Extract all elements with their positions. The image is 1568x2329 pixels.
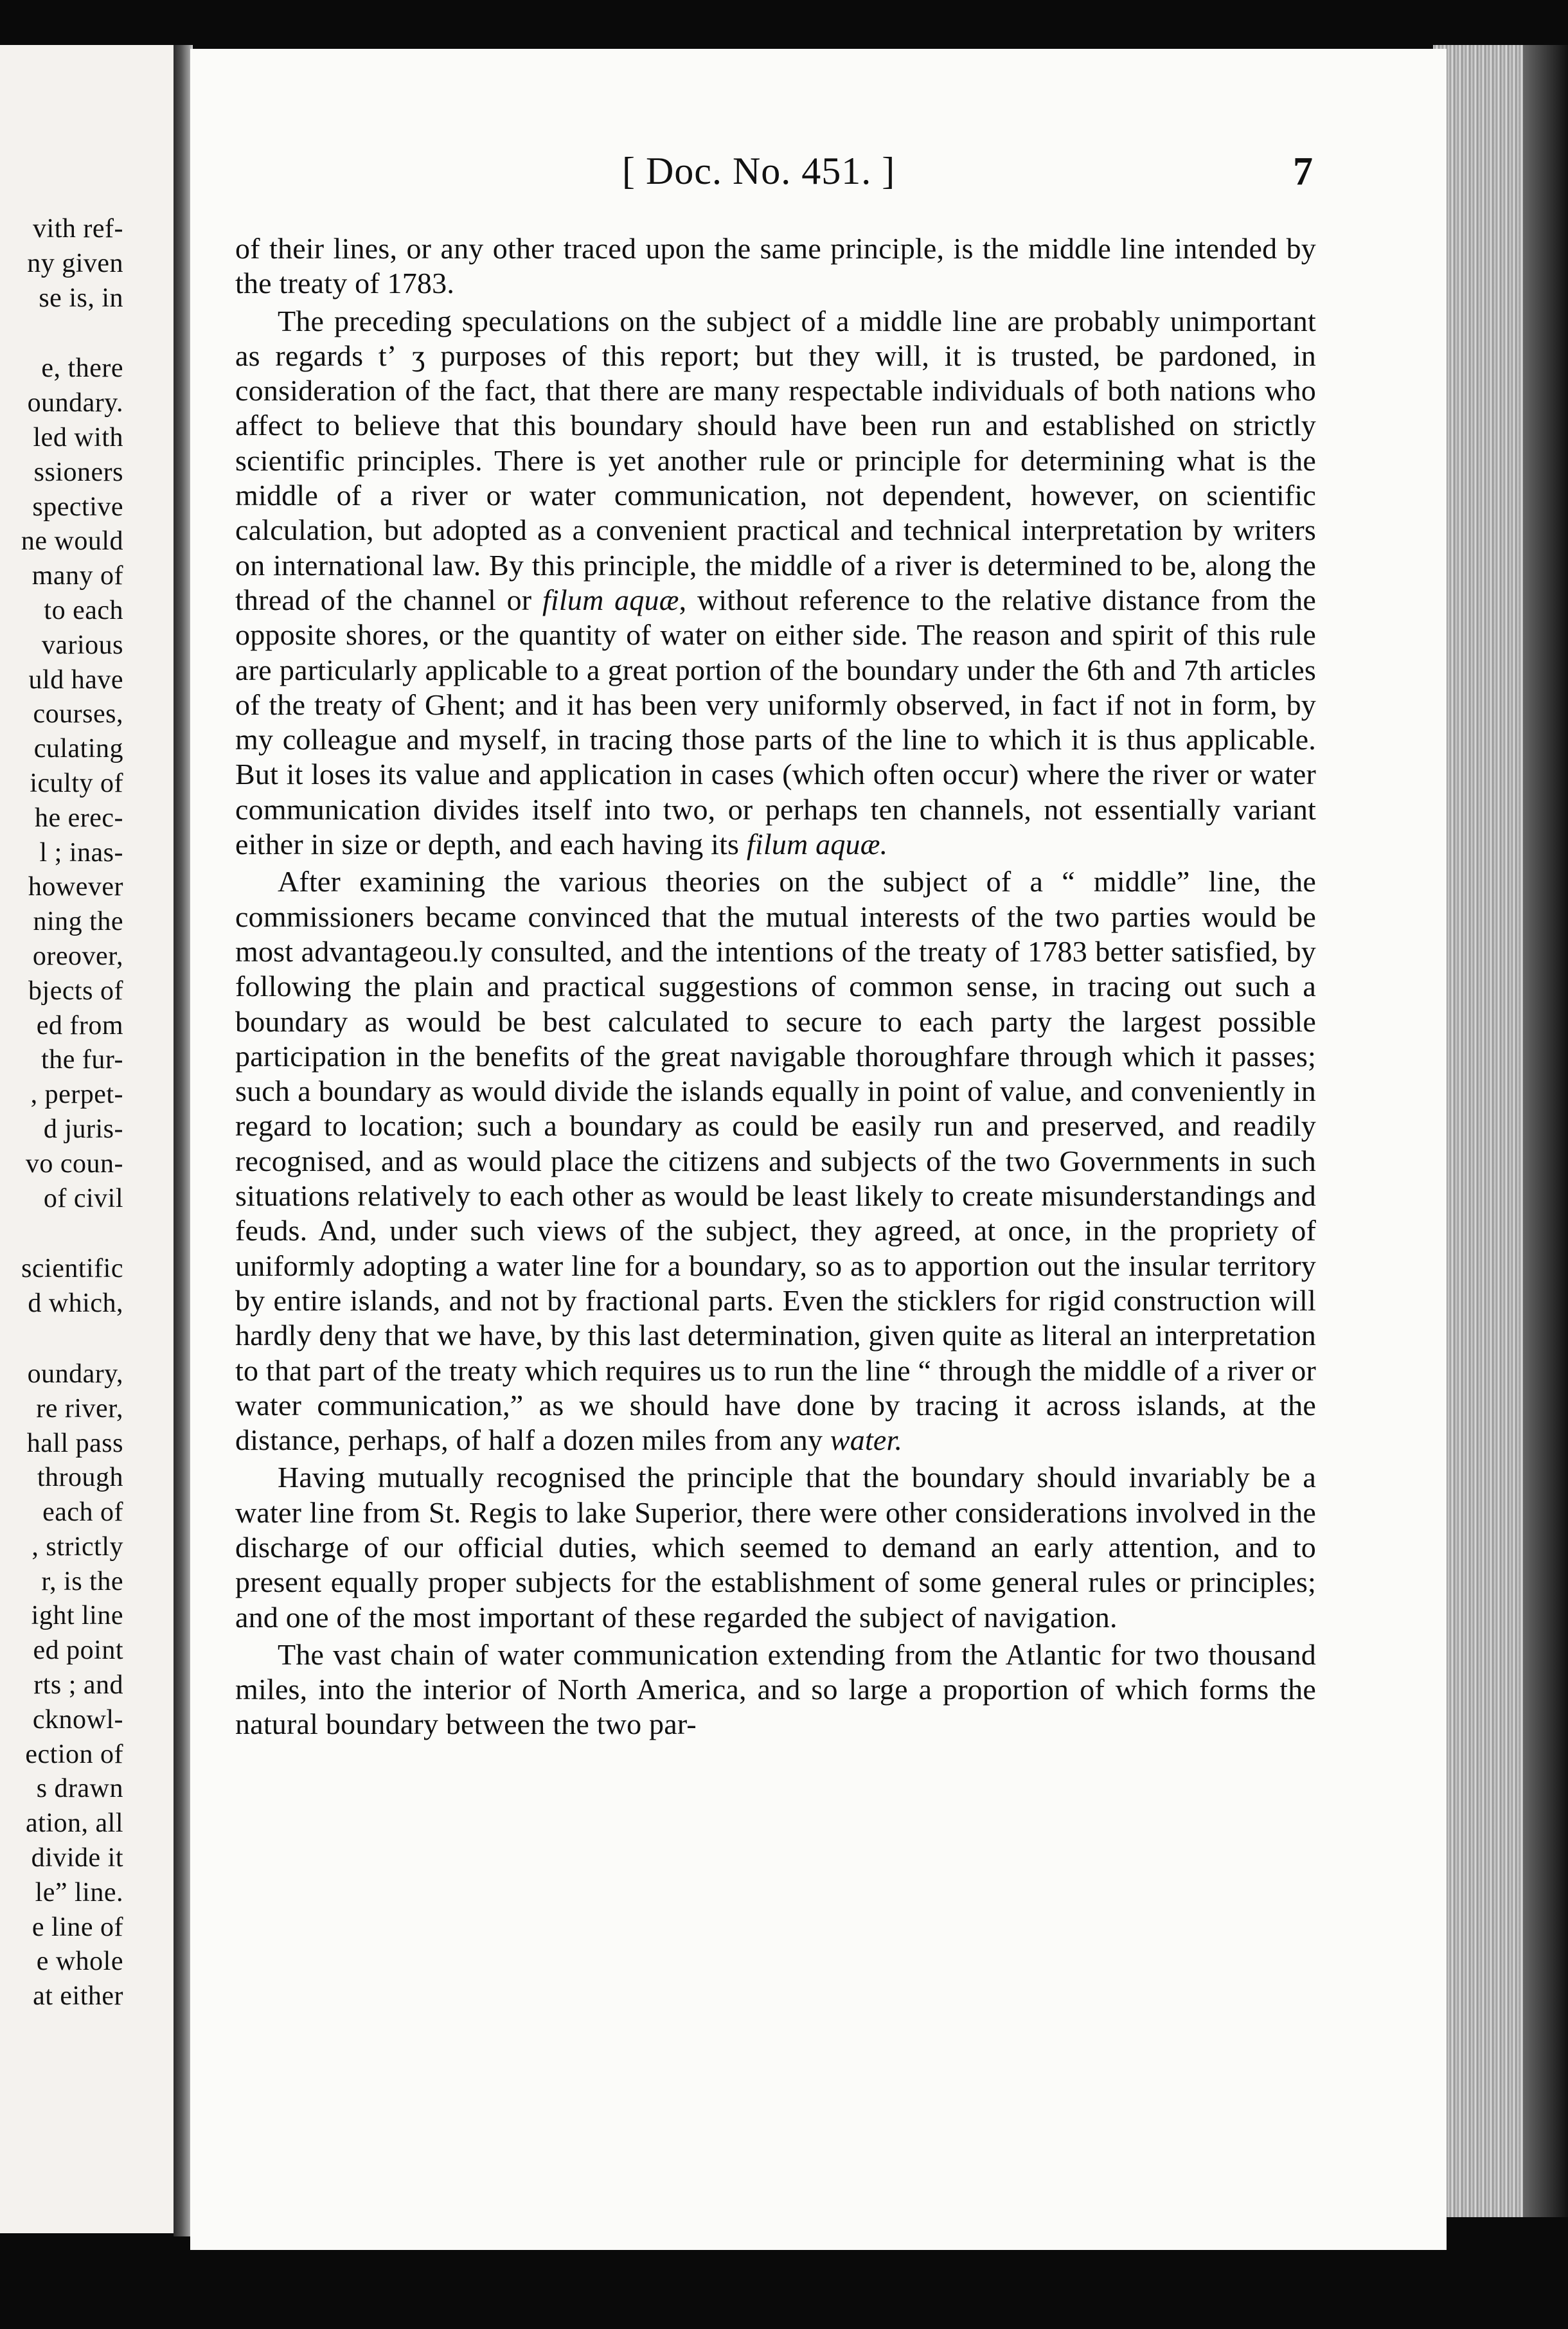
left-page-line: oreover, <box>32 941 123 971</box>
left-page-line <box>0 1321 123 1357</box>
left-page-line: d which, <box>28 1289 123 1319</box>
left-page-line: scientific <box>21 1254 123 1284</box>
left-page-line: the fur- <box>41 1045 123 1075</box>
left-page-line: rts ; and <box>33 1670 123 1700</box>
left-page-line: le” line. <box>35 1877 123 1907</box>
left-page-line: ation, all <box>26 1808 123 1839</box>
body-text <box>235 231 1316 1742</box>
paragraph-4: Having mutually recognised the principle that the boundary should invariably be a water line from St. Regis to lake Superior, there were other considerations involved in the discharge of our official duties, which seemed to demand an early attention, and to present equally proper subjects for the establishment of some general rules or principles; and one of the most important of these regarded the subject of navigation. <box>235 1461 1316 1634</box>
left-page-line: e line of <box>31 1912 123 1942</box>
left-page-line: led with <box>33 422 123 452</box>
left-page-line: spective <box>32 492 123 522</box>
left-page-line: ny given <box>27 248 123 278</box>
left-page-line: he erec- <box>34 803 123 833</box>
paragraph-2-italic-2: filum aquæ. <box>746 828 888 861</box>
left-page-line: ne would <box>21 526 123 557</box>
left-page-line: through <box>37 1463 123 1493</box>
page-stack-edge <box>1433 45 1523 2217</box>
left-page-line: s drawn <box>36 1774 123 1804</box>
left-page-line: cknowl- <box>32 1704 123 1735</box>
paragraph-2-part-b: , without reference to the relative distance from the opposite shores, or the quantity of water on either side. The reason and spirit of this rule are particularly applicable to a great portion of the boundary under the 6th and 7th articles of the treaty of Ghent; and it has been very uniformly observed, in fact if not in form, by my colleague and myself, in tracing those parts of the line to which it is thus applicable. But it loses its value and application in cases (which often occur) where the river or water communication divides itself into two, or perhaps ten channels, not essentially variant either in size or depth, and each having its <box>235 583 1316 861</box>
left-page-line: oundary. <box>27 388 123 418</box>
paragraph-3-italic: water. <box>830 1423 903 1457</box>
paragraph-2-italic-1: filum aquæ <box>542 583 679 616</box>
left-page-line: ight line <box>31 1601 123 1631</box>
left-page-line: uld have <box>28 665 123 695</box>
paragraph-3 <box>235 864 1316 1458</box>
left-page-line <box>0 316 123 352</box>
left-page-line: ed from <box>36 1010 123 1040</box>
left-page-line: each of <box>42 1497 123 1528</box>
left-page-line <box>0 1216 123 1252</box>
paragraph-1: of their lines, or any other traced upon the same principle, is the middle line intended by the treaty of 1783. <box>235 232 1316 300</box>
left-page-line: re river, <box>36 1393 123 1423</box>
left-page-line: many of <box>31 561 123 591</box>
left-page-line: iculty of <box>30 768 123 798</box>
left-page-line: ssioners <box>33 457 123 487</box>
left-page-line: bjects of <box>28 976 123 1006</box>
paragraph-2 <box>235 304 1316 862</box>
page-number: 7 <box>1293 150 1313 193</box>
left-page-line: to each <box>44 595 123 625</box>
page-edge-shadow <box>1523 45 1568 2217</box>
left-page-line: culating <box>33 734 123 764</box>
paragraph-3-text: After examining the various theories on the subject of a “ middle” line, the commissioners became convinced that the mutual interests of the two parties would be most advantageou.ly consulted, and the intentions of the treaty of 1783 better satisfied, by following the plain and practical suggestions of common sense, in tracing out such a boundary as would be best calculated to secure to each party the largest possible participation in the benefits of the great navigable thoroughfare through which it passes; such a boundary as would divide the islands equally in point of value, and conveniently in regard to location; such a boundary as could be easily run and preserved, and readily recognised, and as would place the citizens and subjects of the two Governments in such situations relatively to each other as would be least likely to create misunderstandings and feuds. And, under such views of the subject, they agreed, at once, in the propriety of uniformly adopting a water line for a boundary, so as to apportion out the insular territory by entire islands, and not by fractional parts. Even the sticklers for rigid construction will hardly deny that we have, by this last determination, given quite as literal an interpretation to that part of the treaty which requires us to run the line “ through the middle of a river or water communication,” as we should have done by tracing it across islands, at the distance, perhaps, of half a dozen miles from any <box>235 865 1316 1457</box>
left-page-line: various <box>41 630 123 660</box>
left-page-line: ed point <box>33 1636 123 1666</box>
left-page-line: vith ref- <box>33 214 123 244</box>
paragraph-2-part-a: The preceding speculations on the subject of a middle line are probably unimportant as regards tʼ ʒ purposes of this report; but they will, it is trusted, be pardoned, in consideration of the fact, that there are many respectable individuals of both nations who affect to believe that this boundary should have been run and established on strictly scientific principles. There is yet another rule or principle for determining what is the middle of a river or water communication, not dependent, however, on scientific calculation, but adopted as a convenient practical and technical interpretation by writers on international law. By this principle, the middle of a river is determined to be, along the thread of the channel or <box>235 304 1316 616</box>
left-page-text <box>0 212 123 2014</box>
left-page-line: l ; inas- <box>39 837 123 868</box>
left-page-line: courses, <box>33 699 123 729</box>
left-page-line: d juris- <box>43 1114 123 1144</box>
left-page-line: r, is the <box>41 1566 123 1596</box>
left-page-line: hall pass <box>26 1428 123 1458</box>
left-page-line: , perpet- <box>30 1080 123 1110</box>
document-header: [ Doc. No. 451. ] <box>622 150 896 192</box>
left-page-line: se is, in <box>39 283 123 313</box>
paragraph-5: The vast chain of water communication extending from the Atlantic for two thousand miles, into the interior of North America, and so large a proportion of which forms the natural boundary between the two par- <box>235 1637 1316 1741</box>
left-page-line: oundary, <box>27 1359 123 1389</box>
left-page-line: however <box>28 872 123 902</box>
left-page-line: e, there <box>41 353 123 384</box>
left-page-line: ection of <box>25 1739 123 1769</box>
left-page-line: at either <box>33 1981 123 2012</box>
left-page-line: of civil <box>43 1183 123 1213</box>
left-page-line: , strictly <box>31 1531 123 1562</box>
left-page-line: divide it <box>31 1843 123 1873</box>
left-page-line: ning the <box>33 907 123 937</box>
left-facing-page <box>0 45 179 2233</box>
left-page-line: e whole <box>36 1947 123 1977</box>
left-page-line: vo coun- <box>25 1148 123 1179</box>
